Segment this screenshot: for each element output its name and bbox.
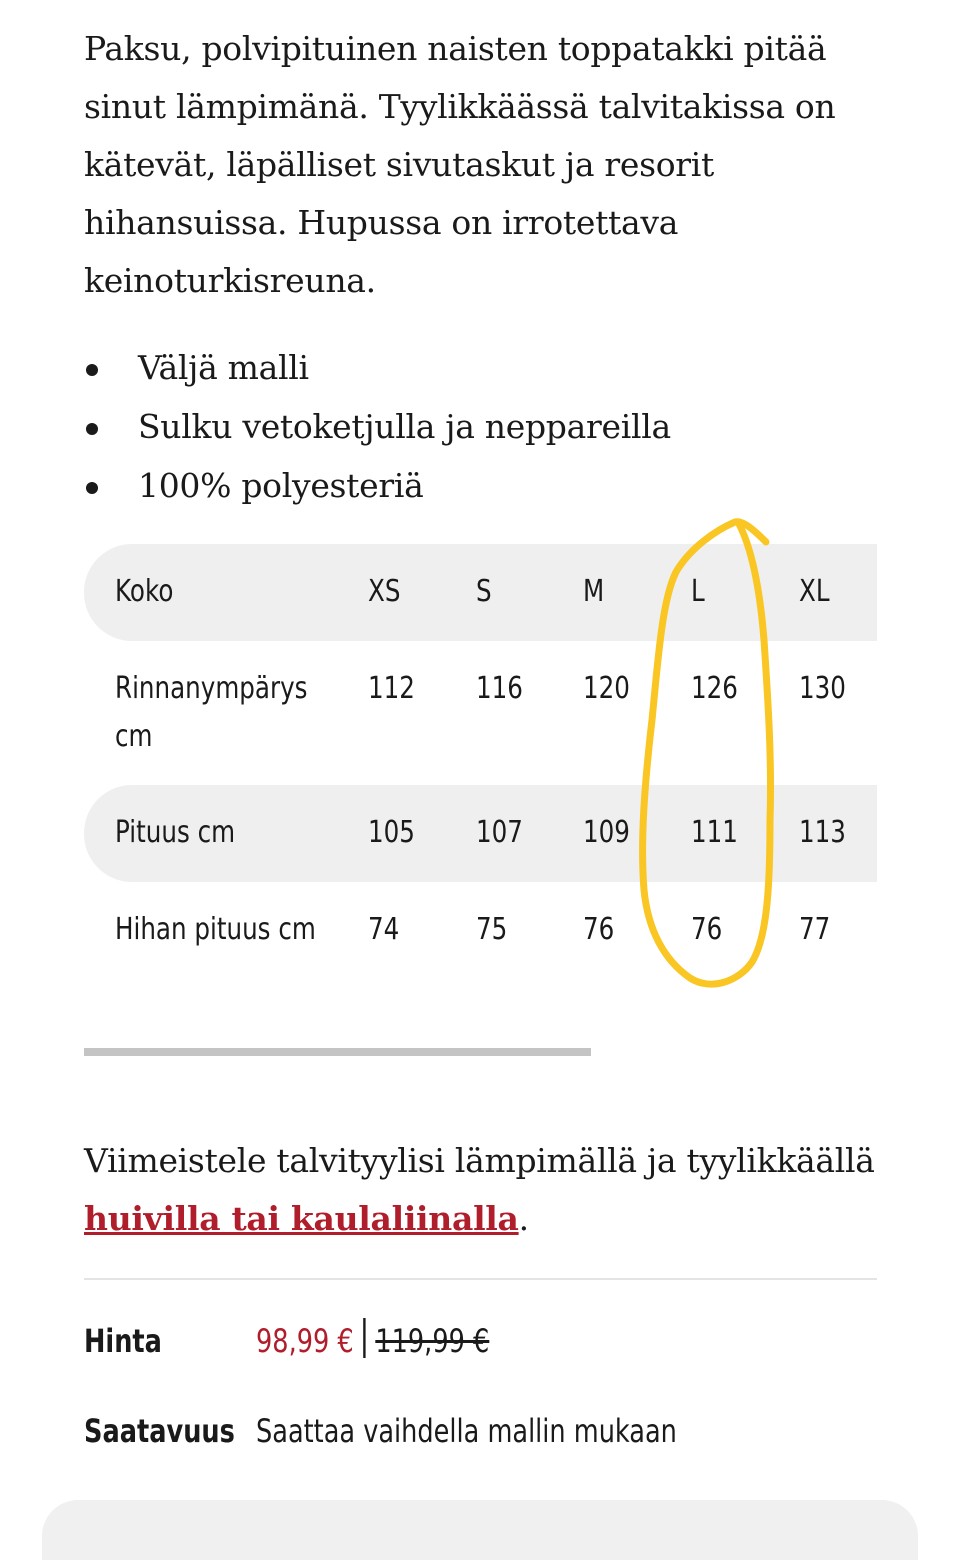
size-header-m: M [583, 574, 605, 609]
list-item [84, 456, 884, 515]
table-cell: 76 [583, 912, 615, 947]
table-cell: 76 [691, 912, 723, 947]
feature-text: Sulku vetoketjulla ja neppareilla [138, 407, 671, 446]
scarves-link[interactable]: huivilla tai kaulaliinalla [84, 1199, 519, 1238]
size-header-s: S [476, 574, 492, 609]
list-item [84, 338, 884, 397]
bullet-icon [86, 423, 98, 435]
size-header-xl: XL [799, 574, 830, 609]
bullet-icon [86, 364, 98, 376]
feature-list [84, 338, 884, 515]
section-divider [84, 1278, 877, 1280]
bullet-icon [86, 482, 98, 494]
feature-text: 100% polyesteriä [138, 466, 424, 505]
table-cell: 75 [476, 912, 508, 947]
availability-value: Saattaa vaihdella mallin mukaan [256, 1412, 677, 1450]
size-header-l: L [691, 574, 705, 609]
styling-tip-end: . [518, 1199, 529, 1238]
table-row [84, 641, 877, 785]
table-cell: 120 [583, 671, 630, 706]
price-label: Hinta [84, 1322, 162, 1360]
availability-label: Saatavuus [84, 1412, 235, 1450]
styling-tip-text: Viimeistele talvityylisi lämpimällä ja tyylikkäällä [84, 1141, 875, 1180]
table-row [84, 882, 877, 1026]
styling-tip [84, 1132, 884, 1248]
table-horizontal-scrollbar[interactable] [84, 1048, 591, 1056]
row-label-sleeve: Hihan pituus cm [115, 912, 316, 947]
price-separator [363, 1318, 365, 1358]
table-cell: 107 [476, 815, 523, 850]
price-value [256, 1316, 489, 1366]
price-row [84, 1316, 877, 1366]
row-label-chest: Rinnanympärys cm [115, 671, 308, 754]
table-header-row [84, 544, 877, 641]
availability-row [84, 1406, 877, 1456]
product-description: Paksu, polvipituinen naisten toppatakki pitää sinut lämpimänä. Tyylikkäässä talvitakissa on kätevät, läpälliset sivutaskut ja resorit hihansuissa. Hupussa on irrotettava keinoturkisreuna. [84, 29, 836, 300]
size-table[interactable] [84, 544, 877, 1026]
sale-price: 98,99 € [256, 1322, 354, 1360]
table-cell: 130 [799, 671, 846, 706]
table-row [84, 785, 877, 882]
size-header-xs: XS [368, 574, 401, 609]
list-item [84, 397, 884, 456]
table-cell: 105 [368, 815, 415, 850]
feature-text: Väljä malli [138, 348, 309, 387]
table-cell: 74 [368, 912, 400, 947]
table-cell: 111 [691, 815, 738, 850]
table-cell: 112 [368, 671, 415, 706]
table-cell: 116 [476, 671, 523, 706]
table-cell: 77 [799, 912, 831, 947]
bottom-panel [42, 1500, 918, 1560]
table-cell: 113 [799, 815, 846, 850]
original-price: 119,99 € [375, 1322, 490, 1360]
row-label-length: Pituus cm [115, 815, 236, 850]
size-header-label: Koko [115, 574, 174, 609]
table-cell: 109 [583, 815, 630, 850]
table-cell: 126 [691, 671, 738, 706]
